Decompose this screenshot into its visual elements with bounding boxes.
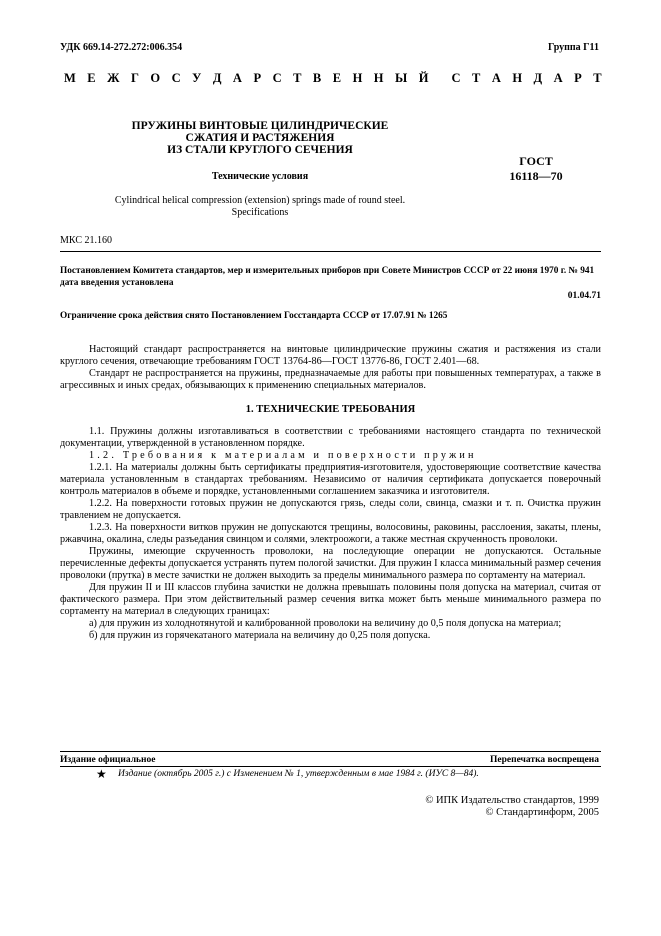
paragraph: 1.1. Пружины должны изготавливаться в соответствии с требованиями настоящего стандарта по технической документации, утвержденной в установленном порядке. xyxy=(60,426,601,449)
gost-number-block xyxy=(496,154,576,184)
heading-letter: Е xyxy=(332,71,342,85)
heading-letter: Р xyxy=(253,71,262,85)
heading-letter: Т xyxy=(593,71,602,85)
gost-number: 16118—70 xyxy=(509,169,563,183)
copyright-line: © ИПК Издательство стандартов, 1999 xyxy=(425,795,599,806)
list-item: б) для пружин из горячекатаного материала на величину до 0,25 поля допуска. xyxy=(89,630,431,641)
document-body xyxy=(60,344,601,642)
heading-letter: Н xyxy=(512,71,523,85)
english-title-line: Cylindrical helical compression (extension) springs made of round steel. xyxy=(114,195,406,206)
heading-letter: Т xyxy=(293,71,302,85)
copyright-line: © Стандартинформ, 2005 xyxy=(485,807,599,818)
reprint-notice: Перепечатка воспрещена xyxy=(489,755,599,765)
heading-letter: С xyxy=(451,71,461,85)
document-title xyxy=(60,120,460,156)
heading-letter: Г xyxy=(130,71,139,85)
paragraph: 1.2.2. На поверхности готовых пружин не допускаются грязь, следы соли, свинца, смазки и т. п. Очистка пружин травлением не допускается. xyxy=(60,498,601,521)
heading-letter: Н xyxy=(373,71,384,85)
heading-letter: А xyxy=(553,71,563,85)
footer-divider xyxy=(60,766,601,767)
heading-letter: С xyxy=(272,71,282,85)
paragraph: 1.2.3. На поверхности витков пружин не допускаются трещины, волосовины, раковины, расслоения, закаты, плены, ржавчина, окалина, следы разъедания свинцом и солями, электроожоги, а также местная скрученность проволоки. xyxy=(60,522,601,545)
heading-letter: А xyxy=(491,71,501,85)
copyright-block xyxy=(425,795,599,819)
divider xyxy=(60,251,601,252)
section-heading: 1. ТЕХНИЧЕСКИЕ ТРЕБОВАНИЯ xyxy=(245,404,416,415)
heading-letter: Д xyxy=(533,71,543,85)
mks-code: МКС 21.160 xyxy=(60,235,112,246)
heading-letter: Н xyxy=(352,71,363,85)
document-subtitle: Технические условия xyxy=(211,171,309,182)
paragraph: Стандарт не распространяется на пружины, предназначаемые для работы при повышенных температурах, а также в агрессивных и иных средах, обязывающих к применению специальных материалов. xyxy=(60,368,601,391)
footer-divider xyxy=(60,751,601,752)
udk-code: УДК 669.14-272.272:006.354 xyxy=(60,42,183,53)
list-item: а) для пружин из холоднотянутой и калиброванной проволоки на величину до 0,5 поля допуска на материал; xyxy=(89,618,562,629)
heading-letter: Е xyxy=(87,71,96,85)
introduction-date: 01.04.71 xyxy=(567,291,601,301)
star-icon: ★ xyxy=(96,767,107,781)
heading-letter: У xyxy=(192,71,202,85)
group-code: Группа Г11 xyxy=(548,42,599,53)
heading-letter: В xyxy=(312,71,322,85)
official-edition-label: Издание официальное xyxy=(60,755,156,765)
decree-text: Постановлением Комитета стандартов, мер и измерительных приборов при Совете Министров СССР от 22 июня 1970 г. № 941 дата введения установлена xyxy=(60,266,595,288)
title-line: ПРУЖИНЫ ВИНТОВЫЕ ЦИЛИНДРИЧЕСКИЕ xyxy=(131,120,389,132)
heading-letter: Т xyxy=(471,71,481,85)
paragraph: Для пружин II и III классов глубина зачистки не должна превышать половины поля допуска на материал, считая от фактического размера. При этом действительный размер сечения витка может быть меньше минимального размера по сортаменту на материал в следующих границах: xyxy=(60,582,601,617)
heading-letter: Ж xyxy=(107,71,120,85)
paragraph: Пружины, имеющие скрученность проволоки, на последующие операции не допускаются. Остальные перечисленные дефекты допускается устранять путем пологой зачистки. Для пружин I класса минимальный размер сечения проволоки (прутка) в месте зачистки не должен выходить за пределы минимального размера по сортаменту на материал. xyxy=(60,546,601,581)
english-title xyxy=(60,195,460,219)
clause-heading: 1.2. Требования к материалам и поверхности пружин xyxy=(89,450,477,461)
heading-letter: Р xyxy=(574,71,582,85)
standard-type-heading xyxy=(64,71,602,86)
heading-letter: О xyxy=(150,71,161,85)
heading-letter: Й xyxy=(418,71,429,85)
english-title-line: Specifications xyxy=(231,207,289,218)
heading-letter: С xyxy=(171,71,181,85)
heading-letter: М xyxy=(64,71,76,85)
heading-letter: Д xyxy=(212,71,222,85)
gost-label: ГОСТ xyxy=(519,154,553,168)
edition-note: Издание (октябрь 2005 г.) с Изменением № 1, утвержденным в мае 1984 г. (ИУС 8—84). xyxy=(118,769,479,779)
heading-letter: Ы xyxy=(395,71,408,85)
heading-letter: А xyxy=(232,71,242,85)
title-line: СЖАТИЯ И РАСТЯЖЕНИЯ xyxy=(185,132,335,144)
limitation-text: Ограничение срока действия снято Постановлением Госстандарта СССР от 17.07.91 № 1265 xyxy=(60,311,448,321)
paragraph: 1.2.1. На материалы должны быть сертификаты предприятия-изготовителя, удостоверяющие соответствие качества материала установленным в стандартах требованиям. Независимо от наличия сертификата допускается поверочный контроль материалов в объеме и порядке, установленными соглашением заказчика и изготовителя. xyxy=(60,462,601,497)
title-line: ИЗ СТАЛИ КРУГЛОГО СЕЧЕНИЯ xyxy=(167,144,353,156)
paragraph: Настоящий стандарт распространяется на винтовые цилиндрические пружины сжатия и растяжения из стали круглого сечения, отвечающие требованиям ГОСТ 13764-86—ГОСТ 13776-86, ГОСТ 2.401—68. xyxy=(60,344,601,367)
